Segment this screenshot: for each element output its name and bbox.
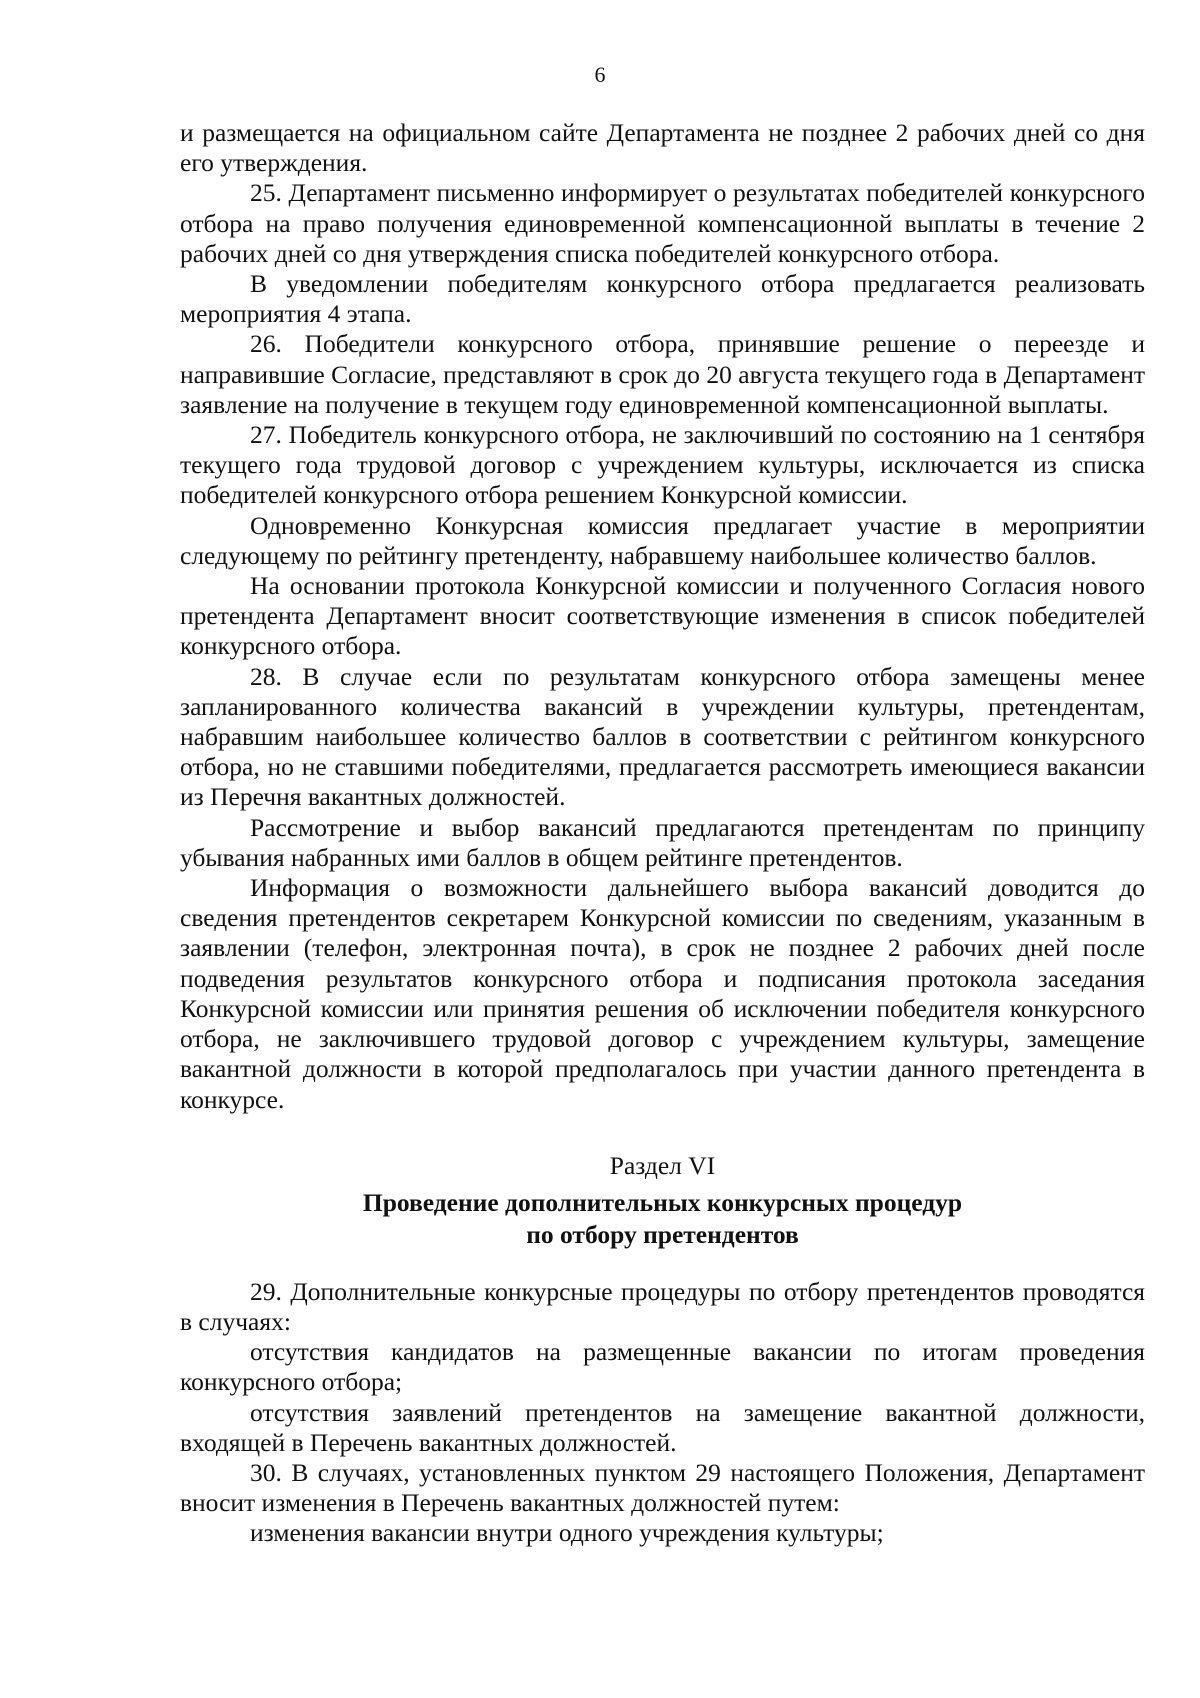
paragraph: Одновременно Конкурсная комиссия предлагает участие в мероприятии следующему по рейтингу претенденту, набравшему наибольшее количество баллов. — [180, 510, 1145, 570]
paragraph: и размещается на официальном сайте Департамента не позднее 2 рабочих дней со дня его утверждения. — [180, 118, 1145, 178]
paragraph-item-26: 26. Победители конкурсного отбора, принявшие решение о переезде и направившие Согласие, представляют в срок до 20 августа текущего года в Департамент заявление на получение в текущем году единовременной компенсационной выплаты. — [180, 329, 1145, 419]
page-number: 6 — [594, 62, 606, 87]
section-title-line-2: по отбору претендентов — [526, 1219, 799, 1249]
document-body — [180, 118, 1145, 1549]
paragraph: изменения вакансии внутри одного учреждения культуры; — [250, 1518, 884, 1548]
paragraph: В уведомлении победителям конкурсного отбора предлагается реализовать мероприятия 4 этапа. — [180, 269, 1145, 329]
paragraph: отсутствия кандидатов на размещенные вакансии по итогам проведения конкурсного отбора; — [180, 1337, 1145, 1397]
paragraph: Информация о возможности дальнейшего выбора вакансий доводится до сведения претендентов секретарем Конкурсной комиссии по сведениям, указанным в заявлении (телефон, электронная почта), в срок не позднее 2 рабочих дней после подведения результатов конкурсного отбора и подписания протокола заседания Конкурсной комиссии или принятия решения об исключении победителя конкурсного отбора, не заключившего трудовой договор с учреждением культуры, замещение вакантной должности в которой предполагалось при участии данного претендента в конкурсе. — [180, 873, 1145, 1114]
paragraph-item-27: 27. Победитель конкурсного отбора, не заключивший по состоянию на 1 сентября текущего года трудовой договор с учреждением культуры, исключается из списка победителей конкурсного отбора решением Конкурсной комиссии. — [180, 420, 1145, 510]
paragraph: отсутствия заявлений претендентов на замещение вакантной должности, входящей в Перечень вакантных должностей. — [180, 1397, 1145, 1457]
paragraph-item-25: 25. Департамент письменно информирует о результатах победителей конкурсного отбора на право получения единовременной компенсационной выплаты в течение 2 рабочих дней со дня утверждения списка победителей конкурсного отбора. — [180, 178, 1145, 268]
section-heading — [180, 1151, 1145, 1251]
section-title — [180, 1187, 1145, 1251]
paragraph: На основании протокола Конкурсной комиссии и полученного Согласия нового претендента Департамент вносит соответствующие изменения в список победителей конкурсного отбора. — [180, 571, 1145, 661]
paragraph-item-28: 28. В случае если по результатам конкурсного отбора замещены менее запланированного количества вакансий в учреждении культуры, претендентам, набравшим наибольшее количество баллов в соответствии с рейтингом конкурсного отбора, но не ставшими победителями, предлагается рассмотреть имеющиеся вакансии из Перечня вакантных должностей. — [180, 661, 1145, 812]
paragraph-item-29: 29. Дополнительные конкурсные процедуры по отбору претендентов проводятся в случаях: — [180, 1276, 1145, 1336]
section-label: Раздел VI — [609, 1150, 716, 1180]
section-title-line-1: Проведение дополнительных конкурсных процедур — [362, 1187, 963, 1217]
paragraph-item-30: 30. В случаях, установленных пунктом 29 настоящего Положения, Департамент вносит изменения в Перечень вакантных должностей путем: — [180, 1457, 1145, 1518]
paragraph: Рассмотрение и выбор вакансий предлагаются претендентам по принципу убывания набранных ими баллов в общем рейтинге претендентов. — [180, 812, 1145, 872]
